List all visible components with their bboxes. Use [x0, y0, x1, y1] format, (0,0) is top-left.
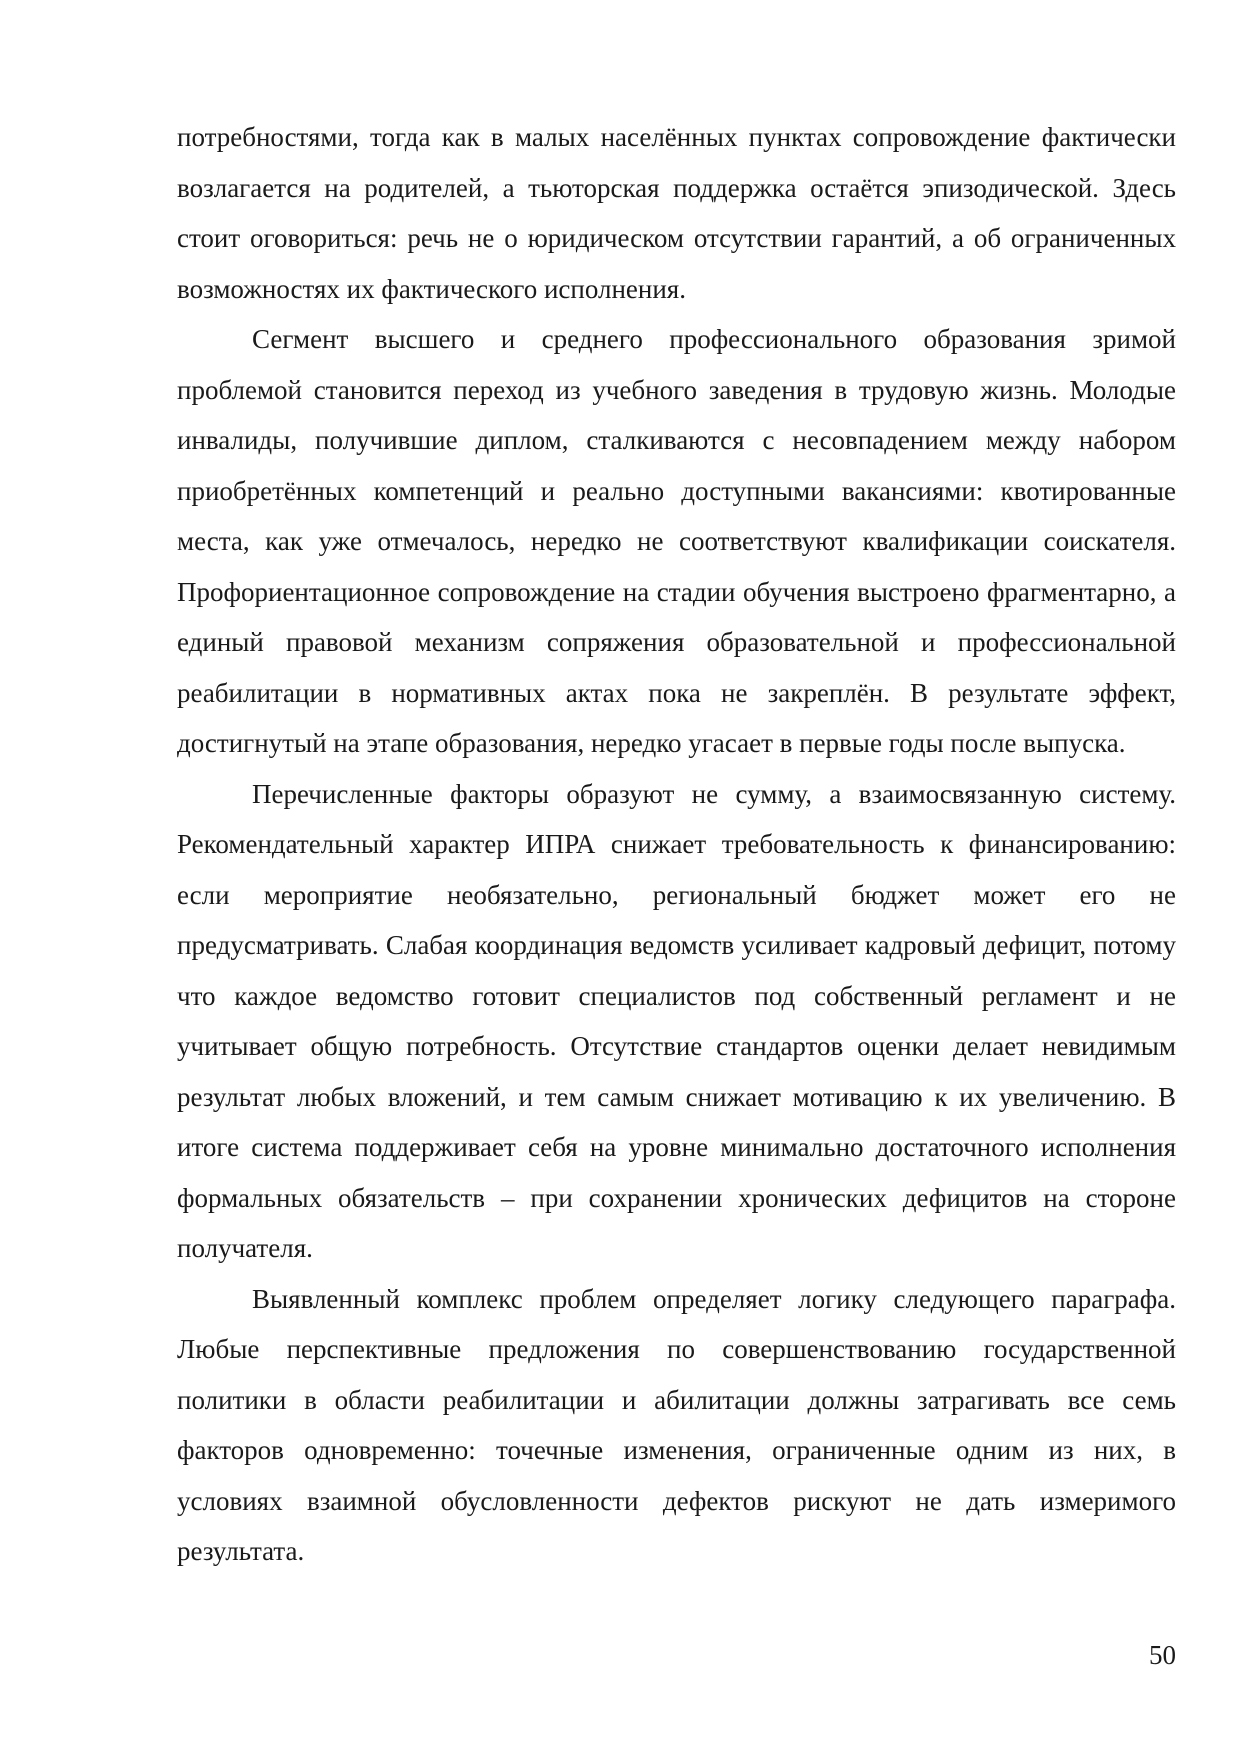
paragraph-system-factors: Перечисленные факторы образуют не сумму, а взаимосвязанную систему. Рекомендательный характер ИПРА снижает требовательность к финансированию: если мероприятие необязательно, региональный бюджет может его не предусматривать. Слабая координация ведомств усиливает кадровый дефицит, потому что каждое ведомство готовит специалистов под собственный регламент и не учитывает общую потребность. Отсутствие стандартов оценки делает невидимым результат любых вложений, и тем самым снижает мотивацию к их увеличению. В итоге система поддерживает себя на уровне минимально достаточного исполнения формальных обязательств – при сохранении хронических дефицитов на стороне получателя. [177, 778, 1176, 1263]
page-number: 50 [1149, 1640, 1176, 1670]
body-text [177, 112, 1176, 1577]
paragraph-education-transition: Сегмент высшего и среднего профессионального образования зримой проблемой становится переход из учебного заведения в трудовую жизнь. Молодые инвалиды, получившие диплом, сталкиваются с несовпадением между набором приобретённых компетенций и реально доступными вакансиями: квотированные места, как уже отмечалось, нередко не соответствуют квалификации соискателя. Профориентационное сопровождение на стадии обучения выстроено фрагментарно, а единый правовой механизм сопряжения образовательной и профессиональной реабилитации в нормативных актах пока не закреплён. В результате эффект, достигнутый на этапе образования, нередко угасает в первые годы после выпуска. [177, 324, 1176, 758]
paragraph-continuation: потребностями, тогда как в малых населённых пунктах сопровождение фактически возлагается на родителей, а тьюторская поддержка остаётся эпизодической. Здесь стоит оговориться: речь не о юридическом отсутствии гарантий, а об ограниченных возможностях их фактического исполнения. [177, 122, 1176, 304]
paragraph-conclusion: Выявленный комплекс проблем определяет логику следующего параграфа. Любые перспективные предложения по совершенствованию государственной политики в области реабилитации и абилитации должны затрагивать все семь факторов одновременно: точечные изменения, ограниченные одним из них, в условиях взаимной обусловленности дефектов рискуют не дать измеримого результата. [177, 1283, 1176, 1566]
